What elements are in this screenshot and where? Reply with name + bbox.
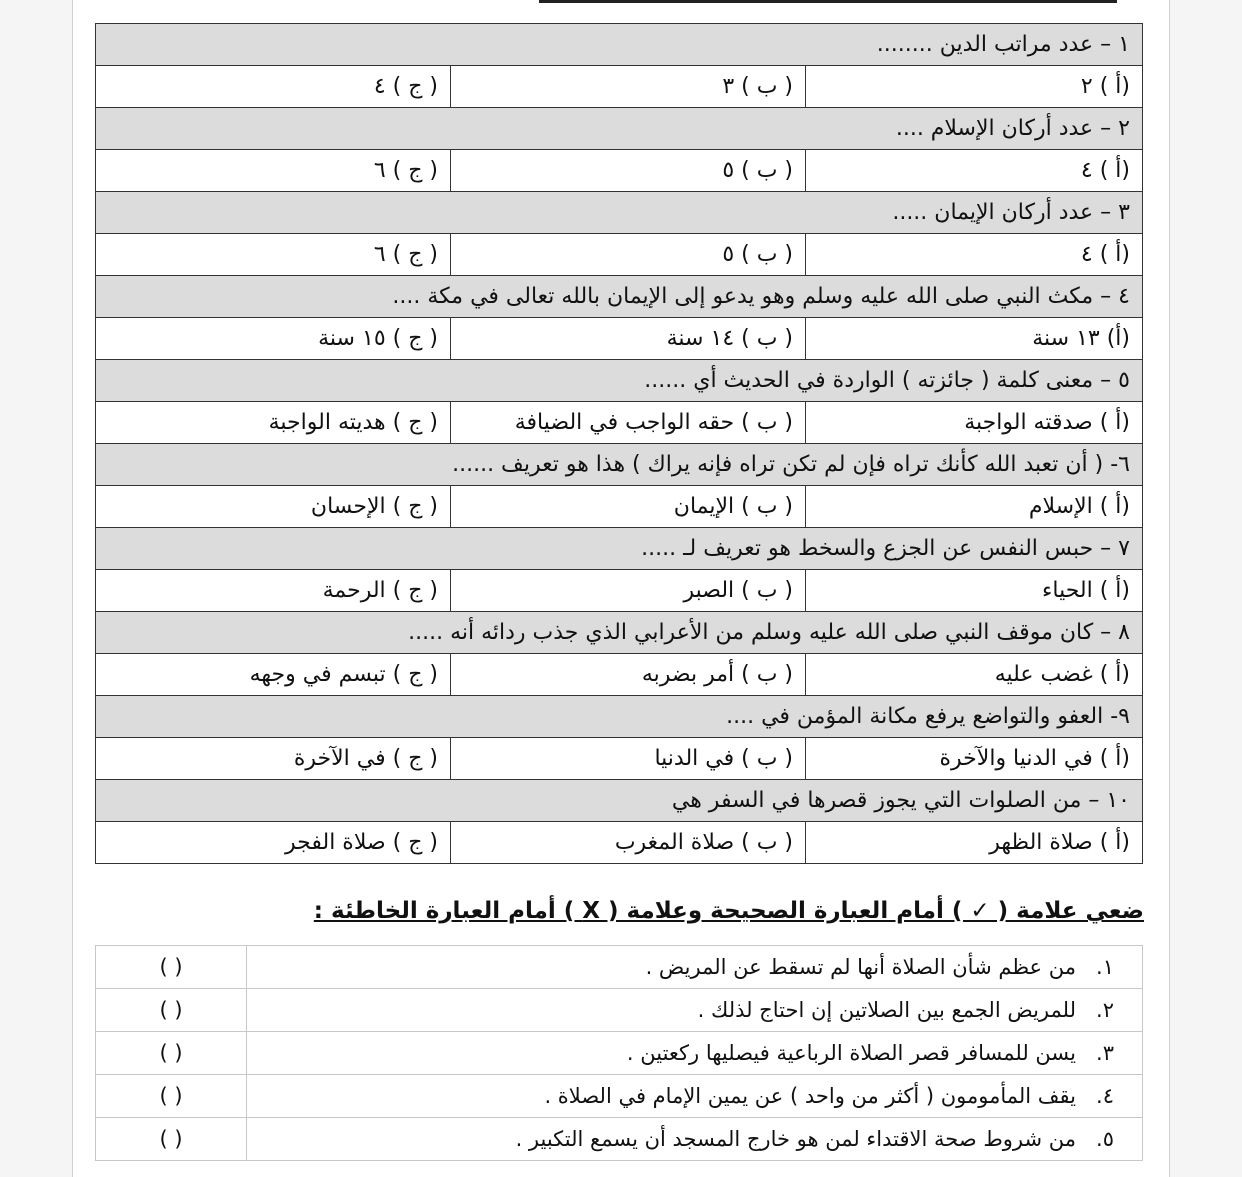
option-c[interactable]: ( ج ) صلاة الفجر xyxy=(96,822,451,864)
option-a[interactable]: (أ) ١٣ سنة xyxy=(806,318,1143,360)
option-a[interactable]: (أ ) ٤ xyxy=(806,234,1143,276)
statement-text: من شروط صحة الاقتداء لمن هو خارج المسجد أن يسمع التكبير . xyxy=(515,1127,1076,1151)
answer-brackets[interactable]: ( ) xyxy=(159,955,183,979)
option-b[interactable]: ( ب ) ٥ xyxy=(451,150,806,192)
option-a[interactable]: (أ ) الحياء xyxy=(806,570,1143,612)
answer-mark-cell[interactable] xyxy=(96,1032,247,1075)
statement-cell xyxy=(247,1118,1143,1161)
option-a[interactable]: (أ ) غضب عليه xyxy=(806,654,1143,696)
question-text: ١٠ – من الصلوات التي يجوز قصرها في السفر هي xyxy=(96,780,1143,822)
answer-mark-cell[interactable] xyxy=(96,946,247,989)
option-a[interactable]: (أ ) صلاة الظهر xyxy=(806,822,1143,864)
true-false-table xyxy=(95,945,1143,1161)
answer-brackets[interactable]: ( ) xyxy=(159,1084,183,1108)
question-row xyxy=(96,528,1143,570)
option-b[interactable]: ( ب ) ١٤ سنة xyxy=(451,318,806,360)
option-a[interactable]: (أ ) في الدنيا والآخرة xyxy=(806,738,1143,780)
option-c[interactable]: ( ج ) الإحسان xyxy=(96,486,451,528)
statement-number: ٤. xyxy=(1096,1084,1114,1108)
answer-mark-cell[interactable] xyxy=(96,1075,247,1118)
option-a[interactable]: (أ ) ٢ xyxy=(806,66,1143,108)
options-row xyxy=(96,150,1143,192)
question-row xyxy=(96,108,1143,150)
options-row xyxy=(96,570,1143,612)
option-c[interactable]: ( ج ) ٦ xyxy=(96,234,451,276)
statement-number: ٣. xyxy=(1096,1041,1114,1065)
option-b[interactable]: ( ب ) الصبر xyxy=(451,570,806,612)
header-underline xyxy=(539,0,1117,3)
question-row xyxy=(96,192,1143,234)
option-c[interactable]: ( ج ) ٤ xyxy=(96,66,451,108)
answer-mark-cell[interactable] xyxy=(96,989,247,1032)
option-b[interactable]: ( ب ) حقه الواجب في الضيافة xyxy=(451,402,806,444)
option-a[interactable]: (أ ) الإسلام xyxy=(806,486,1143,528)
question-text: ١ – عدد مراتب الدين ........ xyxy=(96,24,1143,66)
options-row xyxy=(96,234,1143,276)
statement-cell xyxy=(247,989,1143,1032)
options-row xyxy=(96,654,1143,696)
statement-text: يقف المأمومون ( أكثر من واحد ) عن يمين الإمام في الصلاة . xyxy=(544,1084,1076,1108)
option-c[interactable]: ( ج ) هديته الواجبة xyxy=(96,402,451,444)
question-row xyxy=(96,444,1143,486)
question-row xyxy=(96,24,1143,66)
statement-row xyxy=(96,946,1143,989)
option-b[interactable]: ( ب ) في الدنيا xyxy=(451,738,806,780)
statement-row xyxy=(96,989,1143,1032)
statement-cell xyxy=(247,1075,1143,1118)
options-row xyxy=(96,738,1143,780)
statement-row xyxy=(96,1075,1143,1118)
statement-row xyxy=(96,1032,1143,1075)
options-row xyxy=(96,822,1143,864)
question-text: ٥ – معنى كلمة ( جائزته ) الواردة في الحديث أي ...... xyxy=(96,360,1143,402)
option-b[interactable]: ( ب ) صلاة المغرب xyxy=(451,822,806,864)
option-b[interactable]: ( ب ) ٣ xyxy=(451,66,806,108)
answer-brackets[interactable]: ( ) xyxy=(159,1127,183,1151)
statement-cell xyxy=(247,1032,1143,1075)
statement-number: ٢. xyxy=(1096,998,1114,1022)
question-row xyxy=(96,276,1143,318)
answer-brackets[interactable]: ( ) xyxy=(159,1041,183,1065)
question-row xyxy=(96,696,1143,738)
options-row xyxy=(96,318,1143,360)
statement-text: للمريض الجمع بين الصلاتين إن احتاج لذلك . xyxy=(697,998,1076,1022)
option-c[interactable]: ( ج ) ١٥ سنة xyxy=(96,318,451,360)
options-row xyxy=(96,66,1143,108)
statement-number: ١. xyxy=(1096,955,1114,979)
option-c[interactable]: ( ج ) الرحمة xyxy=(96,570,451,612)
multiple-choice-table xyxy=(95,23,1143,864)
statement-cell xyxy=(247,946,1143,989)
question-text: ٩- العفو والتواضع يرفع مكانة المؤمن في .... xyxy=(96,696,1143,738)
statement-text: من عظم شأن الصلاة أنها لم تسقط عن المريض . xyxy=(645,955,1076,979)
answer-brackets[interactable]: ( ) xyxy=(159,998,183,1022)
true-false-heading: ضعي علامة ( ✓ ) أمام العبارة الصحيحة وعلامة ( X ) أمام العبارة الخاطئة : xyxy=(313,898,1144,924)
question-text: ٧ – حبس النفس عن الجزع والسخط هو تعريف لـ ..... xyxy=(96,528,1143,570)
question-text: ٨ – كان موقف النبي صلى الله عليه وسلم من الأعرابي الذي جذب ردائه أنه ..... xyxy=(96,612,1143,654)
options-row xyxy=(96,486,1143,528)
statement-number: ٥. xyxy=(1096,1127,1114,1151)
options-row xyxy=(96,402,1143,444)
option-c[interactable]: ( ج ) في الآخرة xyxy=(96,738,451,780)
question-row xyxy=(96,612,1143,654)
option-a[interactable]: (أ ) ٤ xyxy=(806,150,1143,192)
question-row xyxy=(96,360,1143,402)
question-text: ٦- ( أن تعبد الله كأنك تراه فإن لم تكن تراه فإنه يراك ) هذا هو تعريف ...... xyxy=(96,444,1143,486)
answer-mark-cell[interactable] xyxy=(96,1118,247,1161)
statement-row xyxy=(96,1118,1143,1161)
question-text: ٢ – عدد أركان الإسلام .... xyxy=(96,108,1143,150)
option-a[interactable]: (أ ) صدقته الواجبة xyxy=(806,402,1143,444)
question-row xyxy=(96,780,1143,822)
statement-text: يسن للمسافر قصر الصلاة الرباعية فيصليها ركعتين . xyxy=(626,1041,1076,1065)
question-text: ٣ – عدد أركان الإيمان ..... xyxy=(96,192,1143,234)
option-b[interactable]: ( ب ) أمر بضربه xyxy=(451,654,806,696)
option-c[interactable]: ( ج ) ٦ xyxy=(96,150,451,192)
option-c[interactable]: ( ج ) تبسم في وجهه xyxy=(96,654,451,696)
option-b[interactable]: ( ب ) الإيمان xyxy=(451,486,806,528)
question-text: ٤ – مكث النبي صلى الله عليه وسلم وهو يدعو إلى الإيمان بالله تعالى في مكة .... xyxy=(96,276,1143,318)
option-b[interactable]: ( ب ) ٥ xyxy=(451,234,806,276)
